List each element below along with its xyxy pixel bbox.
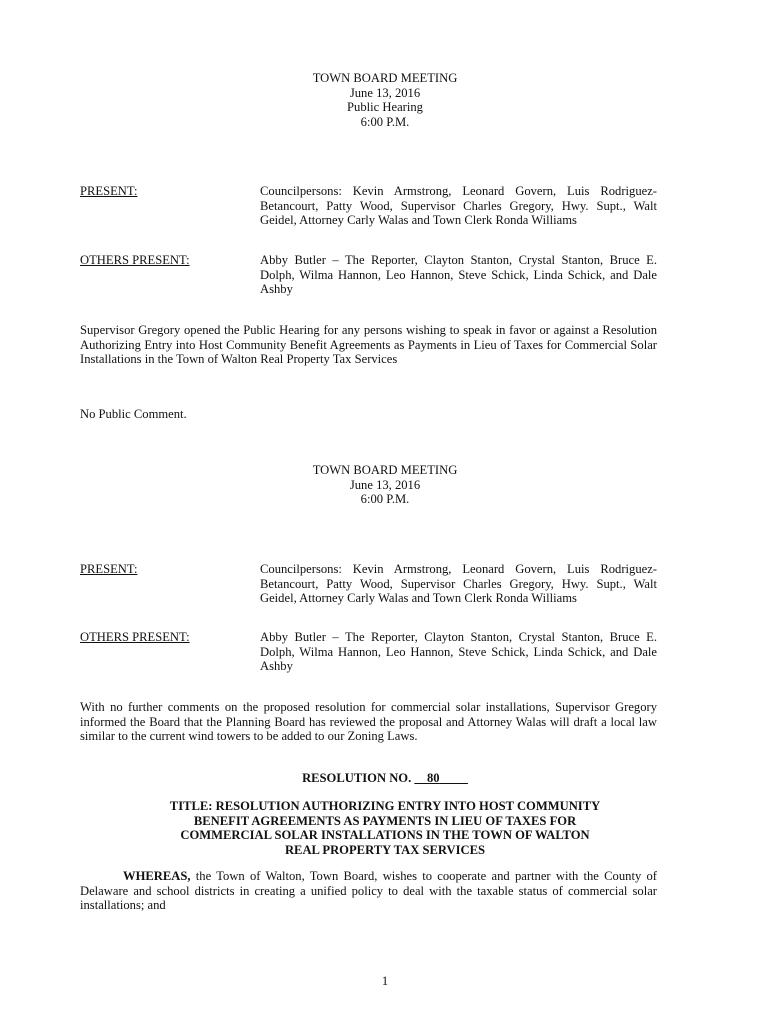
meeting-present-label: PRESENT:	[80, 562, 138, 576]
whereas-paragraph	[80, 869, 657, 913]
meeting-title: TOWN BOARD MEETING	[312, 463, 458, 477]
meeting-date: June 13, 2016	[349, 477, 421, 492]
resolution-title-line3: COMMERCIAL SOLAR INSTALLATIONS IN THE TOWN OF WALTON	[180, 828, 590, 843]
resolution-title	[0, 799, 770, 857]
hearing-header	[0, 71, 770, 129]
hearing-present-label: PRESENT:	[80, 184, 138, 198]
page-number: 1	[381, 974, 389, 988]
meeting-present-text: Councilpersons: Kevin Armstrong, Leonard Govern, Luis Rodriguez-Betancourt, Patty Wood, Supervisor Charles Gregory, Hwy. Supt., Walt Geidel, Attorney Carly Walas and Town Clerk Ronda Williams	[260, 562, 657, 606]
hearing-present-text: Councilpersons: Kevin Armstrong, Leonard Govern, Luis Rodriguez-Betancourt, Patty Wood, Supervisor Charles Gregory, Hwy. Supt., Walt Geidel, Attorney Carly Walas and Town Clerk Ronda Williams	[260, 184, 657, 228]
meeting-others-text: Abby Butler – The Reporter, Clayton Stanton, Crystal Stanton, Bruce E. Dolph, Wilma Hannon, Leo Hannon, Steve Schick, Linda Schick, and Dale Ashby	[260, 630, 657, 674]
whereas-text: the Town of Walton, Town Board, wishes to cooperate and partner with the County of Delaware and school districts in creating a unified policy to deal with the taxable status of commercial solar installations; and	[80, 869, 657, 913]
whereas-keyword: WHEREAS,	[123, 869, 191, 883]
hearing-date: June 13, 2016	[349, 85, 421, 100]
hearing-title: TOWN BOARD MEETING	[312, 71, 458, 85]
resolution-title-line1: TITLE: RESOLUTION AUTHORIZING ENTRY INTO HOST COMMUNITY	[169, 799, 601, 813]
resolution-label: RESOLUTION NO.	[302, 771, 412, 785]
resolution-number-line	[0, 771, 770, 786]
meeting-others-label: OTHERS PRESENT:	[80, 630, 190, 644]
resolution-title-line4: REAL PROPERTY TAX SERVICES	[284, 842, 486, 857]
hearing-others-label: OTHERS PRESENT:	[80, 253, 190, 267]
hearing-subtitle: Public Hearing	[347, 100, 423, 115]
resolution-number-value: 80	[426, 771, 440, 785]
hearing-time: 6:00 P.M.	[360, 114, 410, 129]
no-public-comment: No Public Comment.	[80, 407, 187, 421]
resolution-title-line2: BENEFIT AGREEMENTS AS PAYMENTS IN LIEU OF TAXES FOR	[193, 813, 577, 828]
resolution-number	[414, 771, 468, 785]
meeting-time: 6:00 P.M.	[360, 492, 410, 507]
hearing-others-text: Abby Butler – The Reporter, Clayton Stanton, Crystal Stanton, Bruce E. Dolph, Wilma Hannon, Leo Hannon, Steve Schick, Linda Schick, and Dale Ashby	[260, 253, 657, 297]
meeting-header	[0, 463, 770, 507]
hearing-opening-paragraph: Supervisor Gregory opened the Public Hearing for any persons wishing to speak in favor or against a Resolution Authorizing Entry into Host Community Benefit Agreements as Payments in Lieu of Taxes for Commercial Solar Installations in the Town of Walton Real Property Tax Services	[80, 323, 657, 367]
further-comments-paragraph: With no further comments on the proposed resolution for commercial solar installations, Supervisor Gregory informed the Board that the Planning Board has reviewed the proposal and Attorney Walas will draft a local law similar to the current wind towers to be added to our Zoning Laws.	[80, 700, 657, 744]
